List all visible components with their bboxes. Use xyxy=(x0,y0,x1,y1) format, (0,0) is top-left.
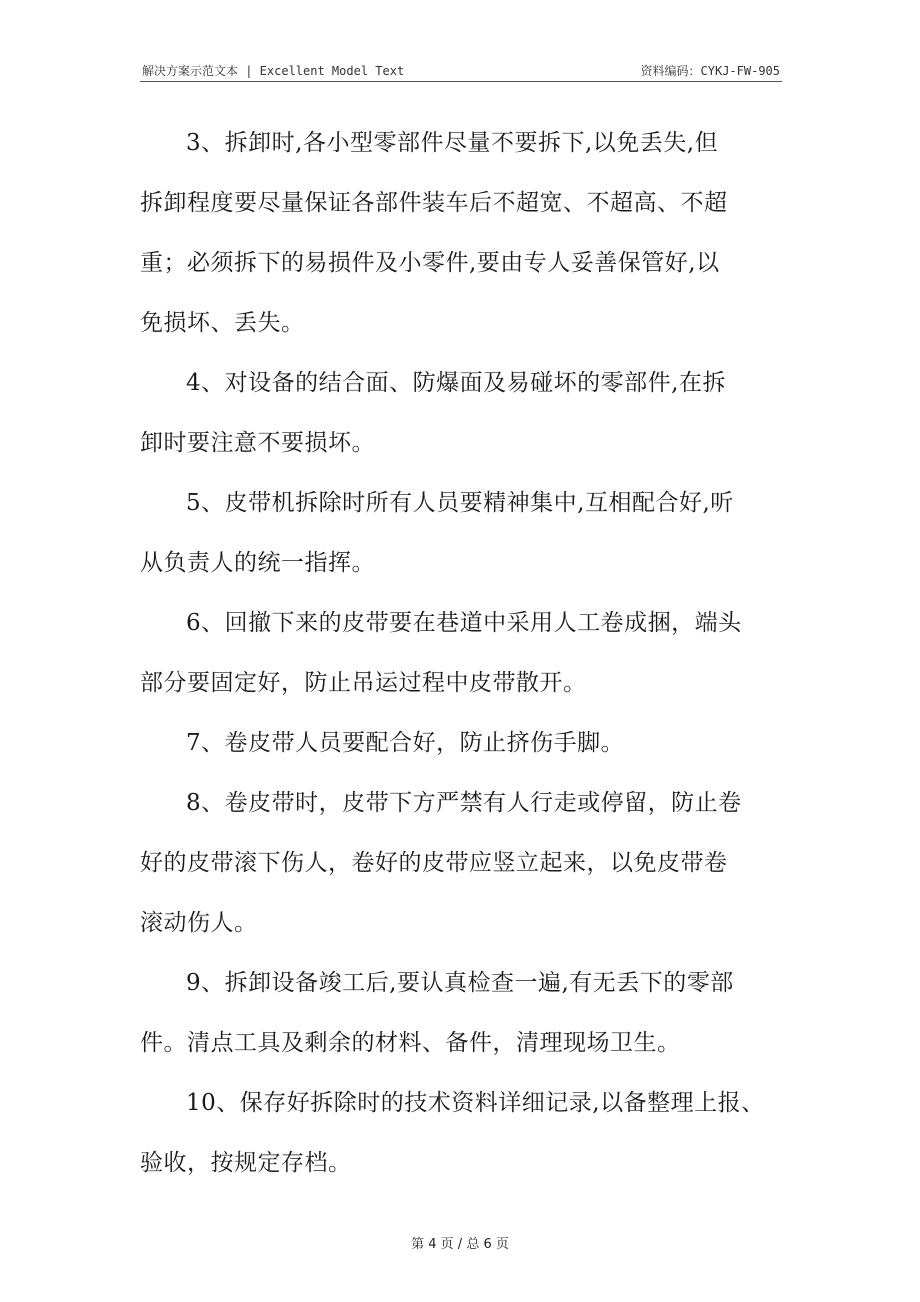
page-footer xyxy=(0,1233,920,1252)
paragraph-8 xyxy=(140,773,780,953)
paragraph-line: 验收，按规定存档。 xyxy=(140,1150,352,1176)
header-doc-code: 资料编码：CYKJ-FW-905 xyxy=(640,64,780,78)
paragraph-3 xyxy=(140,113,780,353)
paragraph-line: 6、回撤下来的皮带要在巷道中采用人工卷成捆，端头 xyxy=(186,610,742,636)
paragraph-line: 8、卷皮带时，皮带下方严禁有人行走或停留，防止卷 xyxy=(186,790,742,816)
paragraph-line: 4、对设备的结合面、防爆面及易碰坏的零部件,在拆 xyxy=(186,370,726,396)
paragraph-10 xyxy=(140,1073,780,1193)
paragraph-line: 7、卷皮带人员要配合好，防止挤伤手脚。 xyxy=(186,730,625,756)
paragraph-line: 10、保存好拆除时的技术资料详细记录,以备整理上报、 xyxy=(186,1090,765,1116)
paragraph-line: 9、拆卸设备竣工后,要认真检查一遍,有无丢下的零部 xyxy=(186,970,734,996)
page-number: 第 4 页 / 总 6 页 xyxy=(411,1237,509,1252)
paragraph-line: 重；必须拆下的易损件及小零件,要由专人妥善保管好,以 xyxy=(140,250,720,276)
paragraph-line: 5、皮带机拆除时所有人员要精神集中,互相配合好,听 xyxy=(186,490,734,516)
paragraph-line: 部分要固定好，防止吊运过程中皮带散开。 xyxy=(140,670,587,696)
paragraph-9 xyxy=(140,953,780,1073)
header-title: 解决方案示范文本 | Excellent Model Text xyxy=(142,64,405,78)
paragraph-line: 3、拆卸时,各小型零部件尽量不要拆下,以免丢失,但 xyxy=(186,130,719,156)
paragraph-5 xyxy=(140,473,780,593)
header-divider xyxy=(140,81,782,82)
paragraph-line: 卸时要注意不要损坏。 xyxy=(140,430,375,456)
paragraph-4 xyxy=(140,353,780,473)
paragraph-line: 拆卸程度要尽量保证各部件装车后不超宽、不超高、不超 xyxy=(140,190,728,216)
paragraph-line: 免损坏、丢失。 xyxy=(140,310,305,336)
paragraph-7 xyxy=(140,713,780,773)
page-header xyxy=(140,62,782,82)
paragraph-line: 滚动伤人。 xyxy=(140,910,258,936)
paragraph-line: 好的皮带滚下伤人，卷好的皮带应竖立起来，以免皮带卷 xyxy=(140,850,728,876)
paragraph-line: 从负责人的统一指挥。 xyxy=(140,550,375,576)
paragraph-line: 件。清点工具及剩余的材料、备件，清理现场卫生。 xyxy=(140,1030,681,1056)
paragraph-6 xyxy=(140,593,780,713)
document-body xyxy=(140,113,780,1193)
